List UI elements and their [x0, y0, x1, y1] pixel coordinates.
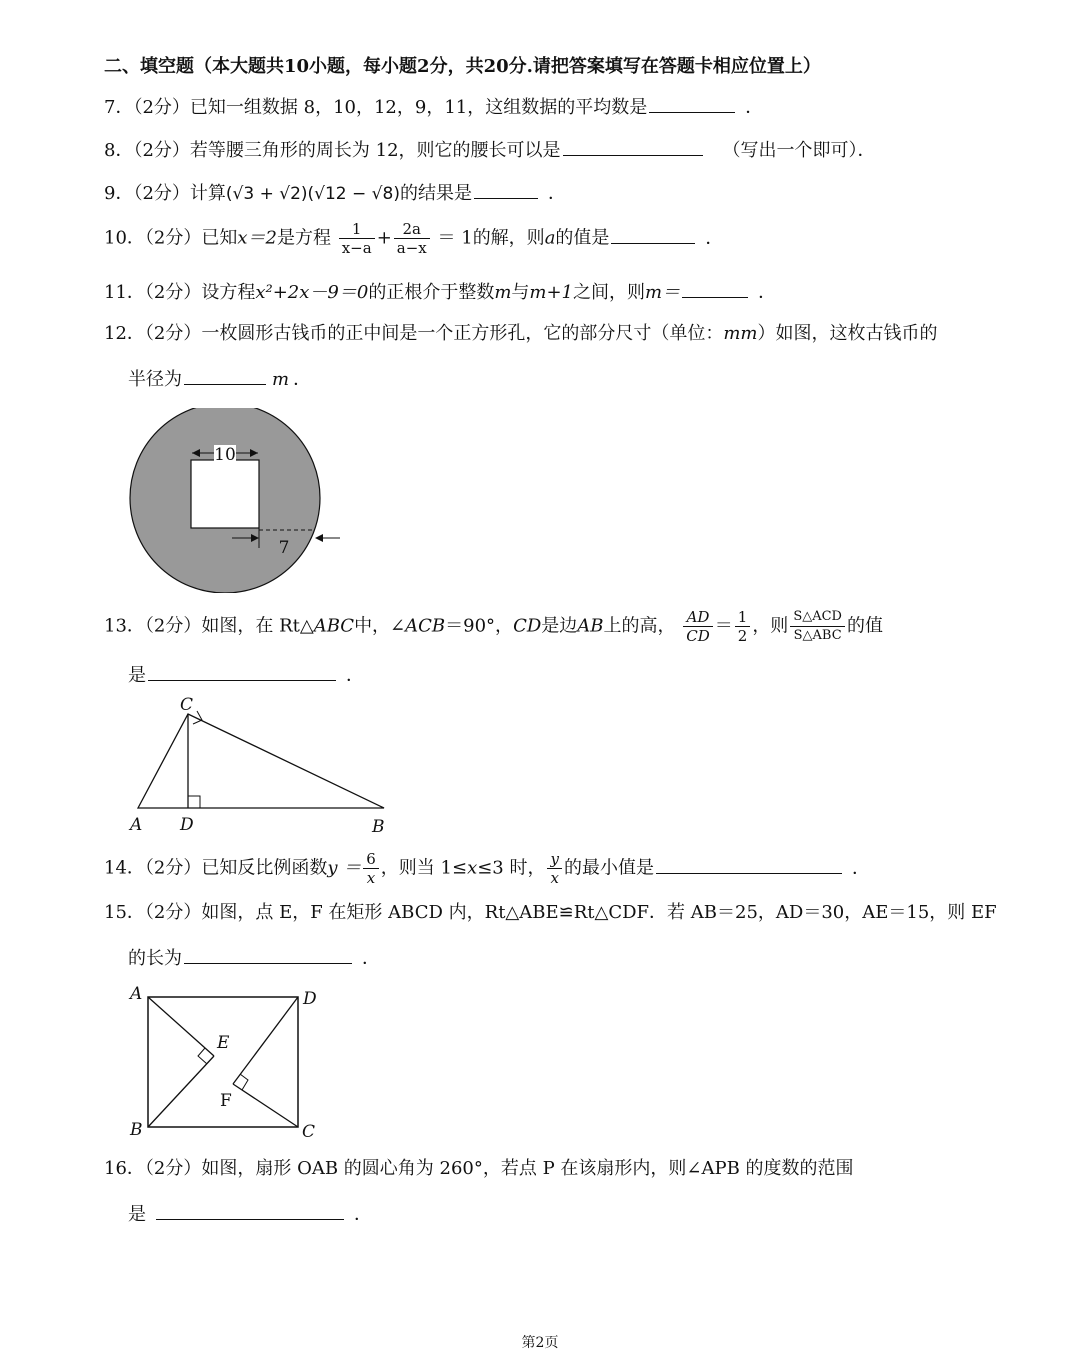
- question-16-line2: [128, 1200, 372, 1226]
- q10-frac2-num: 2a: [394, 220, 430, 239]
- right-angle-mark-f: [240, 1074, 248, 1090]
- q13-score: （2分）: [144, 615, 202, 637]
- q7-answer-blank[interactable]: [649, 94, 735, 113]
- triangle-abc: [138, 714, 384, 808]
- q8-score: （2分）: [133, 140, 190, 161]
- q12-unit2: m: [272, 369, 290, 390]
- q13-tri: ABC: [313, 615, 355, 637]
- q9-text-post: 的结果是: [399, 183, 472, 204]
- q13-text-pre: 如图，在 Rt△: [201, 615, 314, 637]
- question-12: [104, 322, 938, 346]
- page-footer: 第2页: [521, 1335, 559, 1351]
- q11-text-mid: 的正根介于整数: [368, 282, 495, 303]
- q13-text-mid: 中，∠: [354, 615, 406, 637]
- q11-text-mid2: 与: [511, 282, 530, 303]
- q14-end: ．: [851, 857, 870, 879]
- q11-answer-blank[interactable]: [682, 279, 748, 298]
- q14-text-pre: 已知反比例函数: [201, 857, 328, 879]
- q14-text-post: 的最小值是: [563, 857, 654, 879]
- q10-answer-blank[interactable]: [611, 225, 695, 244]
- q9-number: 9．: [104, 183, 134, 204]
- q14-frac-den: x: [366, 869, 376, 887]
- q9-text-pre: 计算: [189, 183, 226, 204]
- q16-end: ．: [354, 1204, 372, 1225]
- question-16: [104, 1157, 854, 1181]
- label-a: A: [130, 984, 143, 1004]
- label-c: C: [302, 1122, 316, 1142]
- triangle-figure: [126, 690, 396, 840]
- label-e: E: [217, 1033, 230, 1053]
- q7-number: 7．: [104, 97, 134, 118]
- q13-frac2-num: 1: [735, 608, 751, 627]
- q13-fraction-half: [735, 608, 751, 645]
- q10-number: 10．: [104, 227, 145, 249]
- q11-score: （2分）: [144, 282, 202, 303]
- q16-text: 如图，扇形 OAB 的圆心角为 260°，若点 P 在该扇形内，则∠APB 的度数的范围: [201, 1158, 854, 1179]
- q13-fraction-ad-cd: [683, 608, 713, 645]
- q15-number: 15．: [104, 902, 145, 923]
- right-angle-mark-e: [198, 1048, 207, 1064]
- q10-text-mid: 是方程: [276, 227, 331, 249]
- q13-tail: 的值: [846, 615, 883, 637]
- q15-line2: 的长为: [128, 948, 182, 969]
- q10-fraction-2: [394, 220, 430, 257]
- q10-text-post2: 的值是: [555, 227, 610, 249]
- q13-frac3-den: S△ABC: [793, 628, 842, 643]
- q16-line2: 是: [128, 1204, 146, 1225]
- q10-end: ．: [705, 227, 724, 249]
- q8-note: （写出一个即可）．: [722, 140, 876, 161]
- label-f: F: [220, 1091, 232, 1111]
- q9-end: ．: [547, 183, 566, 204]
- q10-frac1-num: 1: [339, 220, 375, 239]
- question-11: [104, 279, 776, 305]
- q11-m2: m+1: [529, 282, 574, 303]
- q13-frac3-num: S△ACD: [790, 608, 845, 627]
- q10-x-eq: x＝2: [237, 227, 277, 249]
- q14-text-mid: ，则当 1≤: [380, 857, 468, 879]
- q12-end: ．: [293, 369, 312, 390]
- q13-ang: ACB: [405, 615, 446, 637]
- dimension-label-7: 7: [278, 538, 290, 558]
- q10-var: a: [544, 227, 556, 249]
- q13-number: 13．: [104, 615, 145, 637]
- q13-text-mid3: 是边: [541, 615, 578, 637]
- question-12-line2: [128, 365, 311, 391]
- q8-answer-blank[interactable]: [563, 137, 703, 156]
- q9-score: （2分）: [133, 183, 190, 204]
- q13-fraction-area: [790, 608, 845, 645]
- question-13-line2: [128, 661, 364, 687]
- q16-score: （2分）: [144, 1158, 202, 1179]
- q7-text: 已知一组数据 8，10，12，9，11，这组数据的平均数是: [189, 97, 648, 118]
- q12-unit: mm: [723, 323, 758, 344]
- q13-answer-blank[interactable]: [148, 662, 336, 681]
- q10-frac2-den: a−x: [396, 239, 427, 257]
- q14-fraction-yx: [547, 850, 561, 887]
- q13-cd: CD: [513, 615, 542, 637]
- q13-line2: 是: [128, 665, 146, 686]
- q13-then: ，则: [752, 615, 789, 637]
- q13-frac1-den: CD: [686, 627, 710, 645]
- q14-y: y ＝: [327, 857, 362, 879]
- segment-be: [148, 1056, 214, 1127]
- q11-text-mid3: 之间，则: [573, 282, 646, 303]
- segment-ae: [148, 997, 214, 1056]
- q13-ab: AB: [577, 615, 604, 637]
- q15-answer-blank[interactable]: [184, 945, 352, 964]
- label-d: D: [303, 989, 317, 1009]
- q14-text-mid2: ≤3 时，: [477, 857, 546, 879]
- q13-end: ．: [346, 665, 364, 686]
- q13-text-mid2: ＝90°，: [445, 615, 514, 637]
- q15-score: （2分）: [144, 902, 202, 923]
- q9-answer-blank[interactable]: [474, 180, 538, 199]
- label-b: B: [372, 817, 385, 837]
- q10-eq-rhs: ＝ 1: [437, 227, 473, 249]
- q14-frac2-num: y: [547, 850, 561, 869]
- q11-equation: x²+2x－9＝0: [255, 282, 369, 303]
- q10-score: （2分）: [144, 227, 202, 249]
- rectangle-figure: [122, 982, 332, 1142]
- label-c: C: [180, 695, 194, 715]
- question-8: [104, 137, 876, 163]
- q15-end: ．: [362, 948, 380, 969]
- q14-answer-blank[interactable]: [656, 855, 842, 874]
- q14-fraction-6x: [363, 850, 379, 887]
- question-14: [104, 850, 870, 887]
- q12-line2: 半径为: [128, 369, 182, 390]
- q10-frac1-den: x−a: [341, 239, 372, 257]
- q12-answer-blank[interactable]: [184, 366, 266, 385]
- label-b: B: [130, 1120, 143, 1140]
- arrowhead-in-right: [315, 534, 323, 542]
- q14-frac-num: 6: [363, 850, 379, 869]
- right-angle-mark-d: [188, 796, 200, 808]
- q10-text-pre: 已知: [201, 227, 238, 249]
- q7-end: ．: [745, 97, 764, 118]
- q8-text: 若等腰三角形的周长为 12，则它的腰长可以是: [189, 140, 561, 161]
- question-9: [104, 180, 566, 206]
- q14-score: （2分）: [144, 857, 202, 879]
- q14-number: 14．: [104, 857, 145, 879]
- q14-x: x: [467, 857, 478, 879]
- q16-number: 16．: [104, 1158, 145, 1179]
- q7-score: （2分）: [133, 97, 190, 118]
- question-7: [104, 94, 763, 120]
- q13-text-mid4: 上的高，: [603, 615, 676, 637]
- q11-m3: m＝: [645, 282, 681, 303]
- q11-m1: m: [494, 282, 512, 303]
- q14-frac2-den: x: [550, 869, 559, 887]
- coin-figure: [120, 408, 360, 593]
- segment-cf: [233, 1084, 298, 1127]
- q13-frac2-den: 2: [737, 627, 748, 645]
- q12-score: （2分）: [144, 323, 202, 344]
- label-a: A: [130, 815, 143, 835]
- q11-text-pre: 设方程: [201, 282, 256, 303]
- section-header: 二、填空题（本大题共10小题，每小题2分，共20分.请把答案填写在答题卡相应位置上）: [104, 56, 821, 77]
- q8-number: 8．: [104, 140, 134, 161]
- q16-answer-blank[interactable]: [156, 1201, 344, 1220]
- q11-number: 11．: [104, 282, 145, 303]
- question-15: [104, 901, 997, 925]
- question-10: 10．（2分）已知x＝2是方程 $\frac{1}{x-a}$ + $\frac{2a}{a-x}$ ＝ 1的解，则a的值是 ．: [104, 220, 724, 257]
- q15-text: 如图，点 E，F 在矩形 ABCD 内，Rt△ABE≌Rt△CDF．若 AB＝25，AD＝30，AE＝15，则 EF: [201, 902, 997, 923]
- q10-text-post: 的解，则: [472, 227, 545, 249]
- q12-text2: ）如图，这枚古钱币的: [757, 323, 938, 344]
- square-hole: [191, 460, 259, 528]
- q12-text: 一枚圆形古钱币的正中间是一个正方形孔，它的部分尺寸（单位：: [201, 323, 724, 344]
- q12-number: 12．: [104, 323, 145, 344]
- q10-fraction-1: [339, 220, 375, 257]
- q13-frac1-num: AD: [683, 608, 713, 627]
- question-15-line2: [128, 944, 380, 970]
- dimension-label-10: 10: [214, 445, 236, 465]
- question-13: 13．（2分）如图，在 Rt△ABC中，∠ACB＝90°，CD是边AB上的高， $\frac{AD}{CD}$ ＝ $\frac{1}{2}$ ，则 $\frac{\text{S△ACD}}{\text{S△ABC}}$ 的值: [104, 608, 883, 645]
- q9-expression: (√3 + √2)(√12 − √8): [225, 184, 400, 204]
- segment-df: [233, 997, 298, 1084]
- q11-end: ．: [758, 282, 777, 303]
- label-d: D: [180, 815, 194, 835]
